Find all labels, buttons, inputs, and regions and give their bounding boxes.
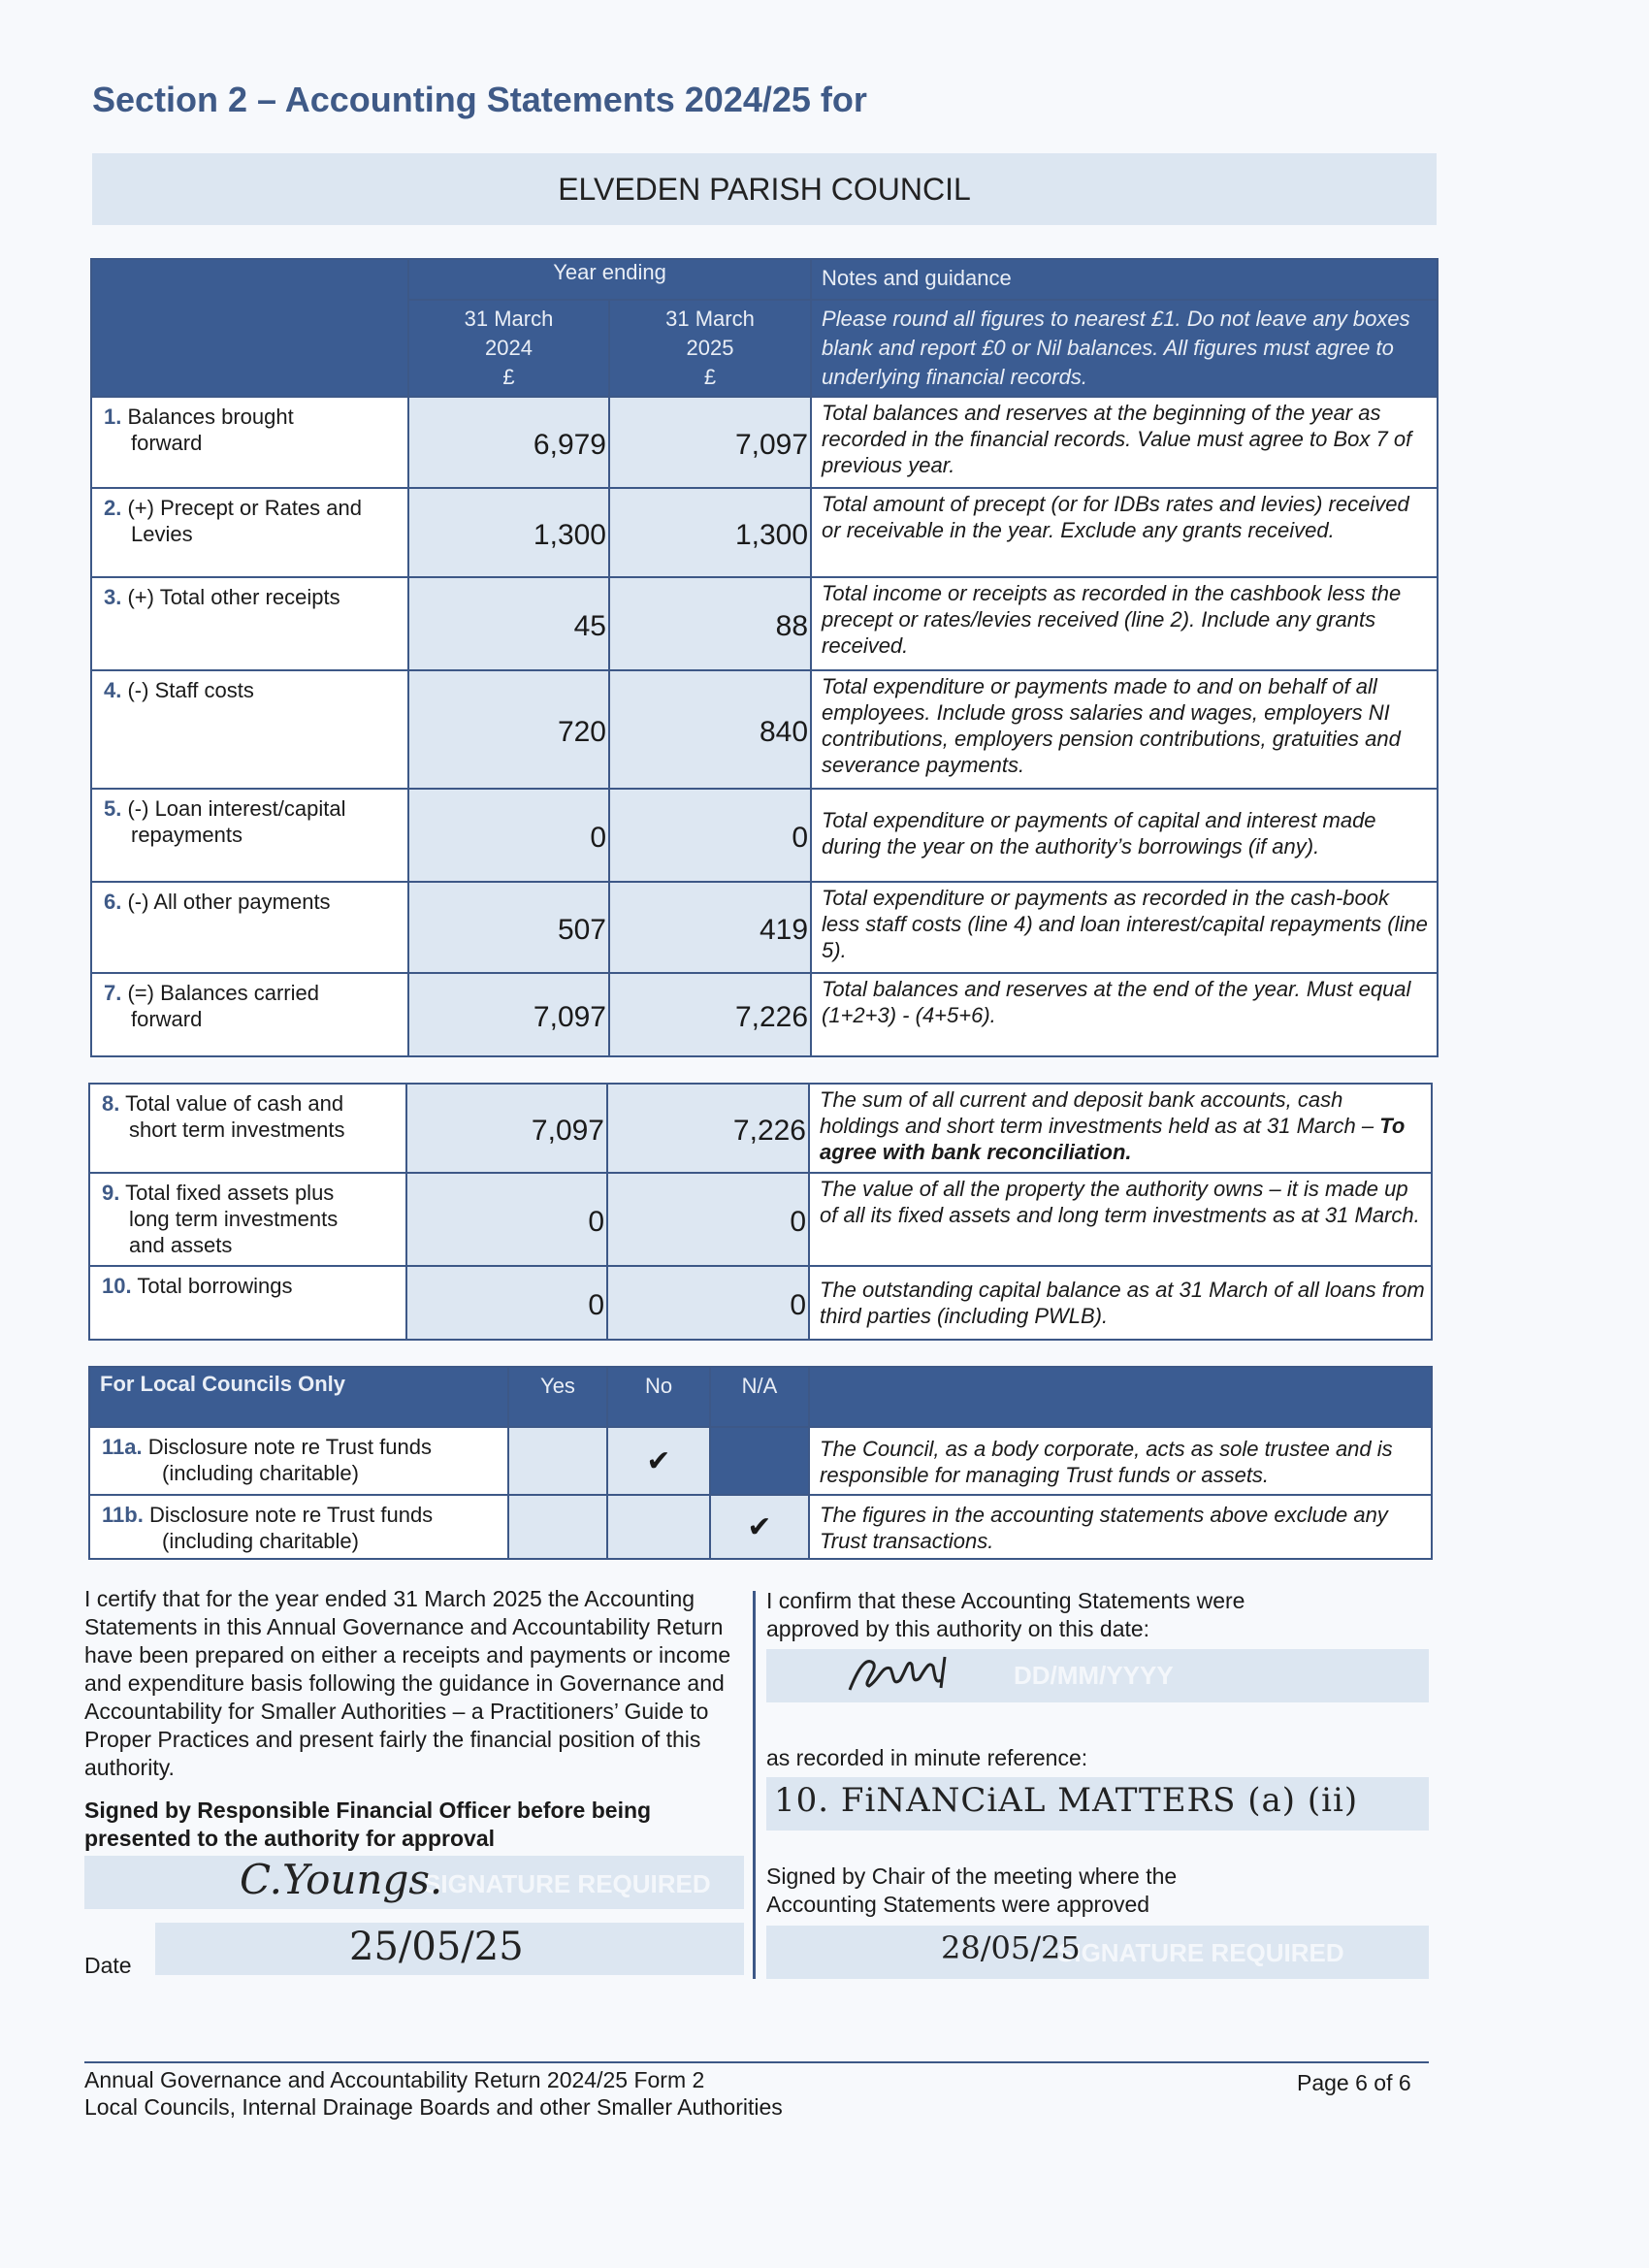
row-guidance: Total expenditure or payments as recorded in the cash-book less staff costs (line 4) and loan interest/capital repayments (line 5). xyxy=(811,882,1438,973)
row-guidance: Total amount of precept (or for IDBs rates and levies) received or receivable in the year. Exclude any grants received. xyxy=(811,488,1438,577)
row-label: 3. (+) Total other receipts xyxy=(91,577,408,670)
local-councils-title: For Local Councils Only xyxy=(89,1367,508,1427)
col-2025-header: 31 March 2025 £ xyxy=(609,300,811,397)
footer-line-2: Local Councils, Internal Drainage Boards and other Smaller Authorities xyxy=(84,2094,783,2120)
value-2025: 840 xyxy=(609,670,811,789)
year-ending-header: Year ending xyxy=(408,259,811,300)
rfo-signed-by: Signed by Responsible Financial Officer before being presented to the authority for approval xyxy=(84,1798,652,1851)
row-guidance: Total expenditure or payments made to and on behalf of all employees. Include gross salaries and wages, employers NI contributions, employers pension contributions, gratuities and severance payments. xyxy=(811,670,1438,789)
table-row xyxy=(89,1427,1432,1495)
col-2024-header: 31 March 2024 £ xyxy=(408,300,609,397)
value-2025: 0 xyxy=(609,789,811,882)
yes-checkbox[interactable] xyxy=(508,1495,607,1559)
value-2025: 7,226 xyxy=(609,973,811,1056)
yes-checkbox[interactable] xyxy=(508,1427,607,1495)
notes-guidance: Please round all figures to nearest £1. Do not leave any boxes blank and report £0 or Nil balances. All figures must agree to underlying financial records. xyxy=(811,300,1438,397)
value-2024: 7,097 xyxy=(406,1084,607,1173)
row-label: 4. (-) Staff costs xyxy=(91,670,408,789)
table-row xyxy=(91,488,1438,577)
yes-header: Yes xyxy=(508,1367,607,1427)
accounting-statements-table xyxy=(90,258,1439,1057)
row-label: 2. (+) Precept or Rates and Levies xyxy=(91,488,408,577)
row-guidance: The Council, as a body corporate, acts as sole trustee and is responsible for managing Trust funds or assets. xyxy=(809,1427,1432,1495)
table-row xyxy=(91,973,1438,1056)
table-row xyxy=(91,577,1438,670)
table-row xyxy=(91,670,1438,789)
local-councils-table xyxy=(88,1366,1433,1560)
value-2024: 0 xyxy=(406,1173,607,1266)
certify-text: I certify that for the year ended 31 March 2025 the Accounting Statements in this Annual Governance and Accountability Return have been prepared on either a receipts and payments or income and expenditure basis following the guidance in Governance and Accountability for Smaller Authorities – a Practitioners’ Guide to Proper Practices and present fairly the financial position of this authority. xyxy=(84,1586,731,1780)
rfo-date-box[interactable] xyxy=(155,1923,744,1975)
council-name-box xyxy=(92,153,1437,225)
confirm-text: I confirm that these Accounting Statements were approved by this authority on this date: xyxy=(766,1588,1245,1641)
page-number: Page 6 of 6 xyxy=(1297,2070,1411,2095)
row-guidance: The value of all the property the authority owns – it is made up of all its fixed assets and long term investments as at 31 March. xyxy=(809,1173,1432,1266)
value-2024: 7,097 xyxy=(408,973,609,1056)
chair-label: Signed by Chair of the meeting where the Accounting Statements were approved xyxy=(766,1863,1178,1917)
value-2025: 7,226 xyxy=(607,1084,809,1173)
table-row xyxy=(91,789,1438,882)
chair-signature-placeholder: SIGNATURE REQUIRED xyxy=(1057,1938,1344,1967)
row-guidance: Total balances and reserves at the beginning of the year as recorded in the financial records. Value must agree to Box 7 of previous year. xyxy=(811,397,1438,488)
approval-date-box[interactable] xyxy=(766,1649,1429,1702)
page-title: Section 2 – Accounting Statements 2024/25 for xyxy=(92,80,867,119)
chair-signature-date: 28/05/25 xyxy=(941,1929,1081,1966)
minute-reference: 10. FiNANCiAL MATTERS (a) (ii) xyxy=(774,1781,1359,1820)
balances-table xyxy=(88,1083,1433,1341)
row-guidance: Total expenditure or payments of capital and interest made during the year on the authority’s borrowings (if any). xyxy=(811,789,1438,882)
table-row xyxy=(89,1173,1432,1266)
rfo-signature-placeholder: SIGNATURE REQUIRED xyxy=(424,1869,711,1898)
na-checkbox-disabled xyxy=(710,1427,809,1495)
row-label: 11b. Disclosure note re Trust funds (including charitable) xyxy=(89,1495,508,1559)
row-label: 1. Balances brought forward xyxy=(91,397,408,488)
value-2024: 0 xyxy=(408,789,609,882)
value-2024: 6,979 xyxy=(408,397,609,488)
chair-signature-box[interactable] xyxy=(766,1926,1429,1979)
column-divider xyxy=(753,1591,756,1979)
table-row xyxy=(91,882,1438,973)
date-label: Date xyxy=(84,1953,132,1978)
row-guidance: The sum of all current and deposit bank accounts, cash holdings and short term investments held as at 31 March – To agree with bank reconciliation. xyxy=(809,1084,1432,1173)
minute-reference-box[interactable] xyxy=(766,1777,1429,1831)
row-guidance: Total income or receipts as recorded in the cashbook less the precept or rates/levies received (line 2). Include any grants received. xyxy=(811,577,1438,670)
rfo-signature-box[interactable] xyxy=(84,1856,744,1909)
guidance-bold: To agree with bank reconciliation. xyxy=(820,1114,1406,1164)
row-label: 10. Total borrowings xyxy=(89,1266,406,1340)
approval-signature-scribble xyxy=(844,1651,970,1698)
guidance-header-blank xyxy=(809,1367,1432,1427)
row-label: 7. (=) Balances carried forward xyxy=(91,973,408,1056)
table-row xyxy=(89,1266,1432,1340)
approval-date-placeholder: DD/MM/YYYY xyxy=(1014,1661,1174,1690)
no-header: No xyxy=(607,1367,710,1427)
footer-line-1: Annual Governance and Accountability Return 2024/25 Form 2 xyxy=(84,2067,705,2092)
value-2025: 0 xyxy=(607,1173,809,1266)
no-checkbox[interactable]: ✔ xyxy=(607,1427,710,1495)
row-label: 9. Total fixed assets plus long term investments and assets xyxy=(89,1173,406,1266)
value-2025: 419 xyxy=(609,882,811,973)
table-row xyxy=(91,397,1438,488)
row-label: 5. (-) Loan interest/capital repayments xyxy=(91,789,408,882)
minute-label: as recorded in minute reference: xyxy=(766,1745,1088,1770)
council-name: ELVEDEN PARISH COUNCIL xyxy=(558,171,971,207)
value-2025: 88 xyxy=(609,577,811,670)
value-2025: 0 xyxy=(607,1266,809,1340)
value-2024: 45 xyxy=(408,577,609,670)
value-2024: 1,300 xyxy=(408,488,609,577)
row-guidance: The outstanding capital balance as at 31 March of all loans from third parties (including PWLB). xyxy=(809,1266,1432,1340)
rfo-signature: C.Youngs. xyxy=(240,1856,443,1903)
notes-header: Notes and guidance xyxy=(811,259,1438,300)
value-2024: 507 xyxy=(408,882,609,973)
value-2025: 1,300 xyxy=(609,488,811,577)
row-guidance: The figures in the accounting statements above exclude any Trust transactions. xyxy=(809,1495,1432,1559)
row-label: 11a. Disclosure note re Trust funds (including charitable) xyxy=(89,1427,508,1495)
value-2025: 7,097 xyxy=(609,397,811,488)
table-row xyxy=(89,1495,1432,1559)
rfo-date: 25/05/25 xyxy=(349,1925,524,1969)
value-2024: 0 xyxy=(406,1266,607,1340)
value-2024: 720 xyxy=(408,670,609,789)
footer-rule xyxy=(84,2061,1429,2063)
row-guidance: Total balances and reserves at the end of the year. Must equal (1+2+3) - (4+5+6). xyxy=(811,973,1438,1056)
header-blank xyxy=(91,259,408,397)
no-checkbox[interactable] xyxy=(607,1495,710,1559)
na-header: N/A xyxy=(710,1367,809,1427)
row-label: 8. Total value of cash and short term investments xyxy=(89,1084,406,1173)
table-row xyxy=(89,1084,1432,1173)
na-checkbox[interactable]: ✔ xyxy=(710,1495,809,1559)
row-label: 6. (-) All other payments xyxy=(91,882,408,973)
